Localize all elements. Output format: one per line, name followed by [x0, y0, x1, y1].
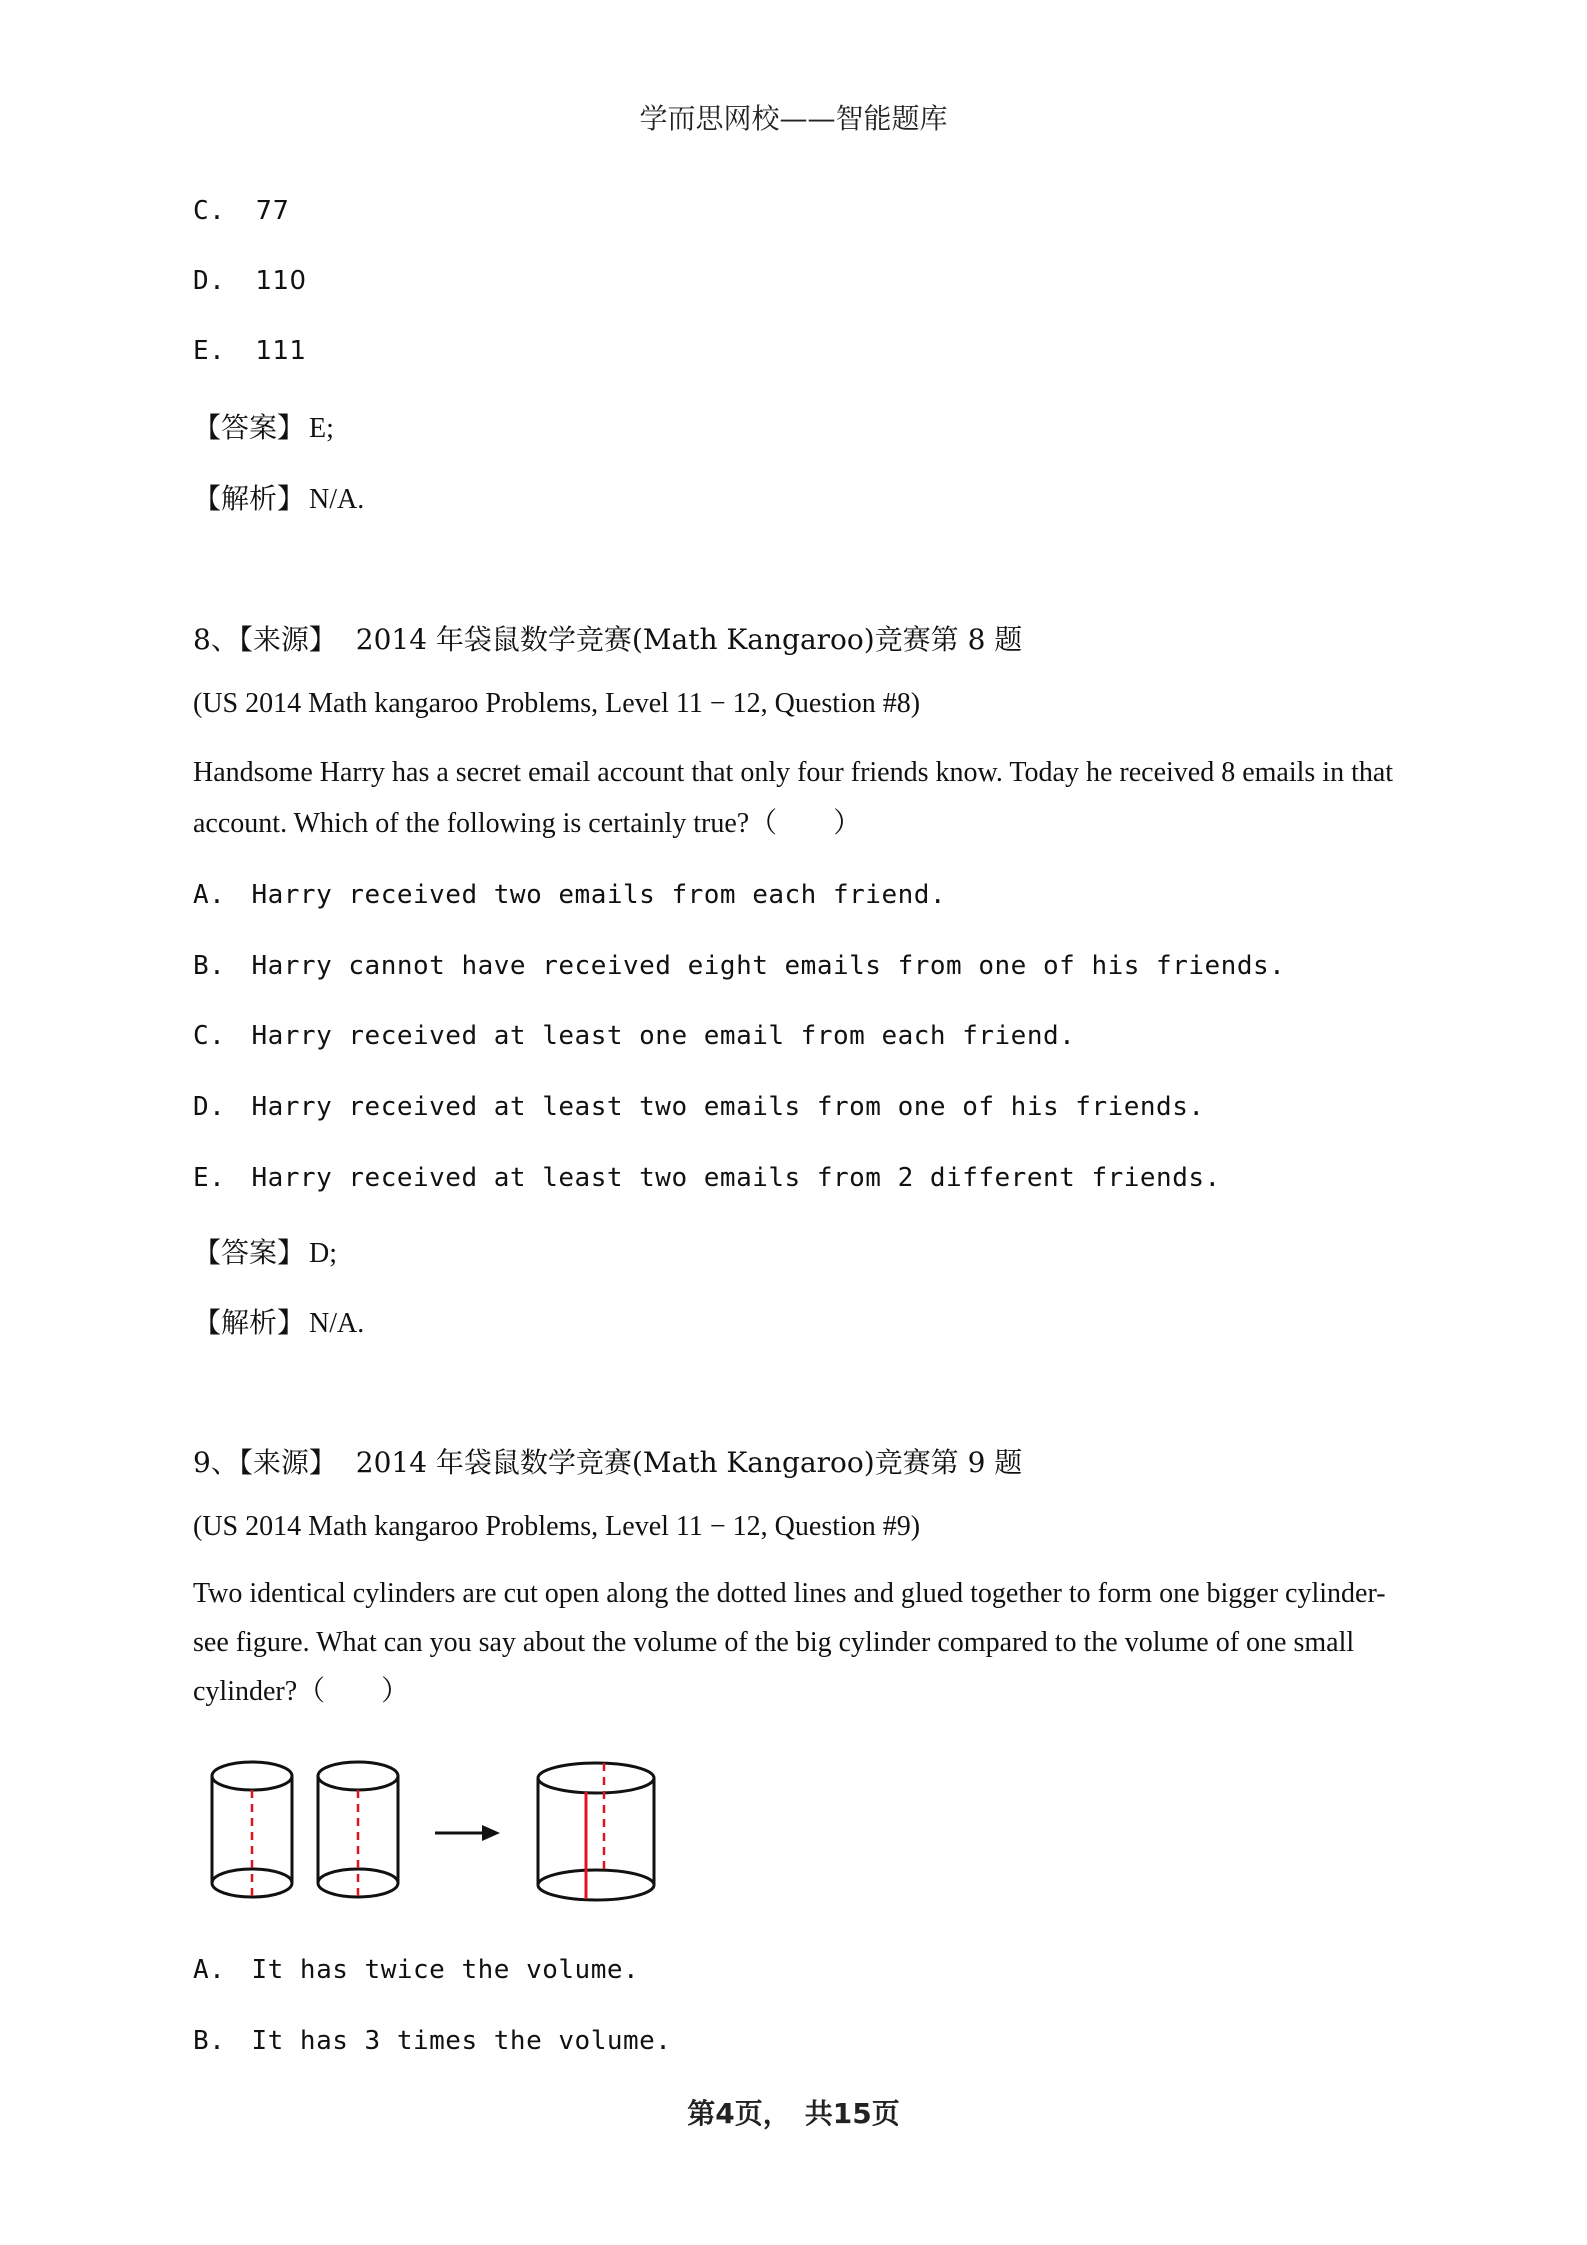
option-letter: A. [193, 1955, 226, 1985]
q8-reference: (US 2014 Math kangaroo Problems, Level 11 − 12, Question #8) [193, 688, 921, 719]
big-cylinder [538, 1763, 654, 1900]
q8-answer [193, 1231, 337, 1271]
option-letter: E. [193, 336, 226, 366]
option-text: Harry cannot have received eight emails from one of his friends. [251, 951, 1286, 981]
option-text: It has 3 times the volume. [251, 2026, 672, 2056]
source-label: 【来源】 [238, 1446, 337, 1479]
question-number: 8、 [193, 623, 239, 656]
q7-analysis [193, 477, 364, 517]
answer-label: 【答案】 [193, 411, 306, 444]
analysis-value: N/A. [309, 1308, 365, 1339]
option-text: 111 [255, 336, 307, 366]
analysis-value: N/A. [309, 484, 365, 515]
source-text: 2014 年袋鼠数学竞赛(Math Kangaroo)竞赛第 8 题 [355, 623, 1023, 656]
option-letter: D. [193, 266, 226, 296]
cylinders-figure [200, 1758, 670, 1908]
q7-option-c [193, 196, 290, 226]
answer-label: 【答案】 [193, 1236, 306, 1269]
q9-source [193, 1441, 1022, 1481]
q8-source [193, 618, 1022, 658]
option-text: Harry received at least one email from each friend. [251, 1021, 1076, 1051]
q7-option-d [193, 266, 307, 296]
page-header: 学而思网校——智能题库 [639, 102, 948, 135]
option-text: 110 [255, 266, 307, 296]
page-footer: 第4页， 共15页 [687, 2097, 900, 2130]
q7-option-e [193, 336, 307, 366]
option-text: Harry received at least two emails from one of his friends. [251, 1092, 1205, 1122]
option-letter: A. [193, 880, 226, 910]
option-letter: B. [193, 2026, 226, 2056]
q8-question-text: Handsome Harry has a secret email account that only four friends know. Today he received 8 emails in that account. Which of the following is certainly true?（ ） [193, 757, 1394, 839]
answer-value: E; [309, 413, 334, 444]
q8-option-a [193, 880, 946, 910]
analysis-label: 【解析】 [193, 1306, 306, 1339]
q8-option-c [193, 1021, 1075, 1051]
option-text: 77 [255, 196, 290, 226]
option-text: Harry received two emails from each friend. [251, 880, 947, 910]
analysis-label: 【解析】 [193, 482, 306, 515]
question-number: 9、 [193, 1446, 239, 1479]
q8-option-d [193, 1092, 1205, 1122]
option-letter: D. [193, 1092, 226, 1122]
q8-option-e [193, 1163, 1221, 1193]
q9-option-b [193, 2026, 671, 2056]
q9-option-a [193, 1955, 639, 1985]
q8-analysis [193, 1301, 364, 1341]
option-letter: E. [193, 1163, 226, 1193]
source-text: 2014 年袋鼠数学竞赛(Math Kangaroo)竞赛第 9 题 [355, 1446, 1023, 1479]
q7-answer [193, 406, 334, 446]
answer-value: D; [309, 1238, 338, 1269]
option-letter: B. [193, 951, 226, 981]
q9-reference: (US 2014 Math kangaroo Problems, Level 11 − 12, Question #9) [193, 1511, 921, 1542]
arrow-icon [435, 1825, 500, 1841]
option-text: Harry received at least two emails from 2 different friends. [251, 1163, 1221, 1193]
option-text: It has twice the volume. [251, 1955, 640, 1985]
source-label: 【来源】 [238, 623, 337, 656]
option-letter: C. [193, 1021, 226, 1051]
q9-question-text: Two identical cylinders are cut open along the dotted lines and glued together to form one bigger cylinder-see figure. What can you say about the volume of the big cylinder compared to the volume of one small cylinder?（ ） [193, 1578, 1386, 1707]
option-letter: C. [193, 196, 226, 226]
q8-option-b [193, 951, 1285, 981]
